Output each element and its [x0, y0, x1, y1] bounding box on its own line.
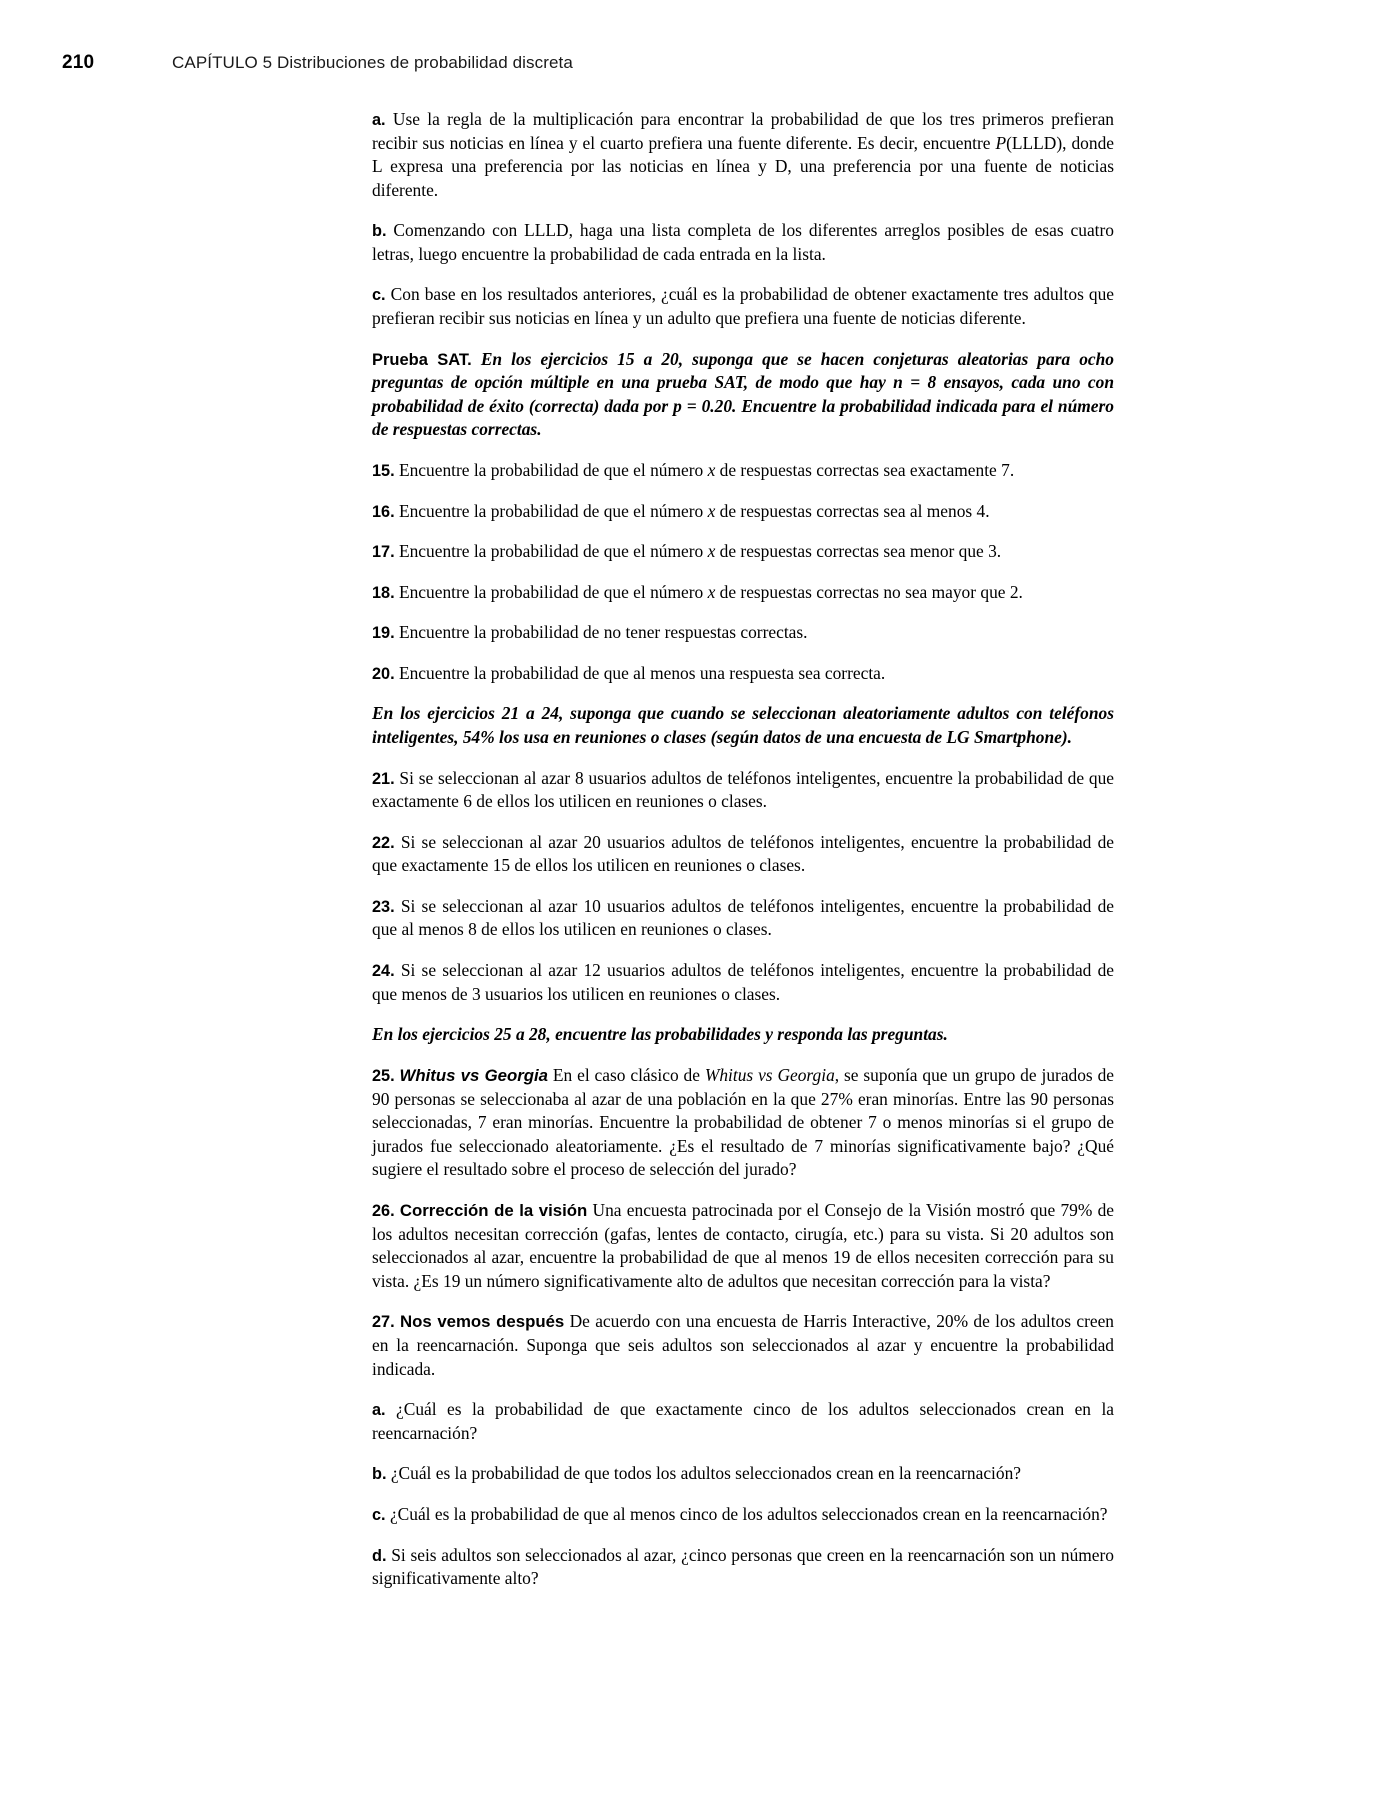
math-variable: x	[707, 459, 716, 480]
exercise-text-post: de respuestas correctas sea exactamente 7.	[715, 459, 1015, 480]
exercise-text-post: de respuestas correctas sea al menos 4.	[715, 500, 990, 521]
exercise-27-item-a	[372, 1398, 1114, 1445]
exercise-text-pre: Encuentre la probabilidad de que el número	[394, 541, 708, 562]
exercise-number: 25.	[372, 1066, 395, 1085]
exercise-number: 26.	[372, 1201, 395, 1220]
exercise-text-post: de respuestas correctas no sea mayor que 2.	[715, 581, 1023, 602]
exercise-text: Una encuesta patrocinada por el Consejo de la Visión mostró que 79% de los adultos necesitan corrección (gafas, lentes de contacto, cirugía, etc.) para su vista. Si 20 adultos son seleccionados al azar, encuentre la probabilidad de que al menos 19 de ellos necesiten corrección para su vista. ¿Es 19 un número significativamente alto de adultos que necesitan corrección para la vista?	[372, 1199, 1115, 1291]
exercise-21	[372, 767, 1114, 814]
exercise-number: 16.	[372, 502, 395, 521]
exercise-text-pre: Encuentre la probabilidad de que al menos una respuesta sea correcta.	[394, 662, 886, 683]
exercise-19	[372, 621, 1114, 645]
item-label: d.	[372, 1546, 387, 1565]
running-head	[62, 52, 1338, 74]
exercise-text: Si se seleccionan al azar 12 usuarios adultos de teléfonos inteligentes, encuentre la probabilidad de que menos de 3 usuarios los utilicen en reuniones o clases.	[372, 960, 1114, 1004]
exercise-number: 24.	[372, 962, 395, 981]
exercise-number: 22.	[372, 833, 395, 852]
item-text-2: (LLLD), donde L expresa una preferencia por las noticias en línea y D, una preferencia por una fuente de noticias diferente.	[372, 132, 1114, 200]
instruction-21-24: En los ejercicios 21 a 24, suponga que cuando se seleccionan aleatoriamente adultos con teléfonos inteligentes, 54% los usa en reuniones o clases (según datos de una encuesta de LG Smartphone).	[372, 703, 1114, 747]
exercise-text: Si se seleccionan al azar 8 usuarios adultos de teléfonos inteligentes, encuentre la probabilidad de que exactamente 6 de ellos los utilicen en reuniones o clases.	[372, 767, 1114, 812]
chapter-title: Distribuciones de probabilidad discreta	[277, 53, 573, 72]
exercise-text-pre: En el caso clásico de	[547, 1064, 705, 1085]
math-variable: x	[707, 541, 716, 562]
item-text: Si seis adultos son seleccionados al azar, ¿cinco personas que creen en la reencarnación son un número significativamente alto?	[372, 1544, 1114, 1589]
chapter-label: CAPÍTULO 5	[172, 53, 273, 72]
item-text-1: Use la regla de la multiplicación para encontrar la probabilidad de que los tres primeros prefieran recibir sus noticias en línea y el cuarto prefiera una fuente diferente. Es decir, encuentre	[372, 109, 1114, 153]
item-label: a.	[372, 1401, 386, 1420]
exercise-number: 19.	[372, 624, 395, 643]
exercise-27	[372, 1310, 1114, 1381]
exercise-20	[372, 662, 1114, 686]
chapter-heading	[172, 53, 573, 73]
exercise-16	[372, 500, 1114, 524]
exercise-text-pre: Encuentre la probabilidad de no tener respuestas correctas.	[394, 622, 808, 643]
item-text: Comenzando con LLLD, haga una lista completa de los diferentes arreglos posibles de esas cuatro letras, luego encuentre la probabilidad de cada entrada en la lista.	[372, 220, 1114, 264]
item-text: Con base en los resultados anteriores, ¿cuál es la probabilidad de obtener exactamente tres adultos que prefieran recibir sus noticias en línea y un adulto que prefiera una fuente de noticias diferente.	[372, 284, 1114, 329]
exercise-27-item-d	[372, 1544, 1114, 1591]
exercise-title: Corrección de la visión	[399, 1200, 588, 1220]
exercise-17	[372, 540, 1114, 564]
exercise-text: Si se seleccionan al azar 10 usuarios adultos de teléfonos inteligentes, encuentre la probabilidad de que al menos 8 de ellos los utilicen en reuniones o clases.	[372, 895, 1114, 940]
math-p: P	[995, 132, 1007, 153]
item-label: c.	[372, 1505, 386, 1524]
item-text: ¿Cuál es la probabilidad de que todos los adultos seleccionados crean en la reencarnación?	[386, 1463, 1021, 1484]
exercise-number: 27.	[372, 1313, 395, 1332]
item-text: ¿Cuál es la probabilidad de que al menos cinco de los adultos seleccionados crean en la reencarnación?	[385, 1503, 1108, 1524]
item-b-top	[372, 219, 1114, 266]
instruction-text: En los ejercicios 15 a 20, suponga que se hacen conjeturas aleatorias para ocho preguntas de opción múltiple en una prueba SAT, de modo que hay n = 8 ensayos, cada uno con probabilidad de éxito (correcta) dada por p = 0.20. Encuentre la probabilidad indicada para el número de respuestas correctas.	[372, 348, 1114, 440]
math-variable: x	[707, 500, 716, 521]
body-column	[372, 108, 1114, 1591]
exercise-27-item-b	[372, 1462, 1114, 1486]
exercise-title: Nos vemos después	[399, 1312, 565, 1332]
exercise-number: 20.	[372, 664, 395, 683]
item-label: b.	[372, 222, 387, 241]
exercise-text-pre: Encuentre la probabilidad de que el número	[394, 459, 708, 480]
item-label: b.	[372, 1465, 387, 1484]
exercise-number: 15.	[372, 461, 395, 480]
exercise-25	[372, 1064, 1114, 1182]
case-name: Whitus vs Georgia	[704, 1064, 835, 1085]
exercise-22	[372, 831, 1114, 878]
math-variable: x	[707, 581, 716, 602]
item-text: ¿Cuál es la probabilidad de que exactamente cinco de los adultos seleccionados crean en la reencarnación?	[372, 1399, 1114, 1443]
exercise-24	[372, 959, 1114, 1006]
exercise-number: 21.	[372, 769, 395, 788]
instruction-lead: Prueba SAT.	[372, 350, 472, 369]
instruction-sat	[372, 348, 1114, 442]
exercise-18	[372, 581, 1114, 605]
instruction-25-28: En los ejercicios 25 a 28, encuentre las probabilidades y responda las preguntas.	[372, 1024, 948, 1045]
exercise-text: Si se seleccionan al azar 20 usuarios adultos de teléfonos inteligentes, encuentre la probabilidad de que exactamente 15 de ellos los utilicen en reuniones o clases.	[372, 831, 1114, 876]
exercise-27-item-c	[372, 1503, 1114, 1527]
exercise-title: Whitus vs Georgia	[399, 1065, 548, 1085]
exercise-number: 18.	[372, 583, 395, 602]
item-c-top	[372, 283, 1114, 330]
exercise-text-pre: Encuentre la probabilidad de que el número	[394, 500, 708, 521]
item-label: a.	[372, 111, 386, 129]
exercise-text-pre: Encuentre la probabilidad de que el número	[394, 581, 708, 602]
exercise-15	[372, 459, 1114, 483]
exercise-23	[372, 895, 1114, 942]
exercise-number: 23.	[372, 897, 395, 916]
exercise-text: De acuerdo con una encuesta de Harris Interactive, 20% de los adultos creen en la reencarnación. Suponga que seis adultos son seleccionados al azar y encuentre la probabilidad indicada.	[372, 1311, 1114, 1379]
exercise-text-post: , se suponía que un grupo de jurados de 90 personas se seleccionaba al azar de una población en la que 27% eran minorías. Entre las 90 personas seleccionadas, 7 eran minorías. Encuentre la probabilidad de obtener 7 o menos minorías si el grupo de jurados fue seleccionado aleatoriamente. ¿Es el resultado de 7 minorías significativamente bajo? ¿Qué sugiere el resultado sobre el proceso de selección del jurado?	[372, 1064, 1115, 1180]
exercise-number: 17.	[372, 543, 395, 562]
exercise-26	[372, 1199, 1114, 1293]
page-number: 210	[62, 52, 95, 73]
item-label: c.	[372, 286, 386, 305]
exercise-text-post: de respuestas correctas sea menor que 3.	[715, 541, 1002, 562]
item-a-top	[372, 108, 1114, 202]
